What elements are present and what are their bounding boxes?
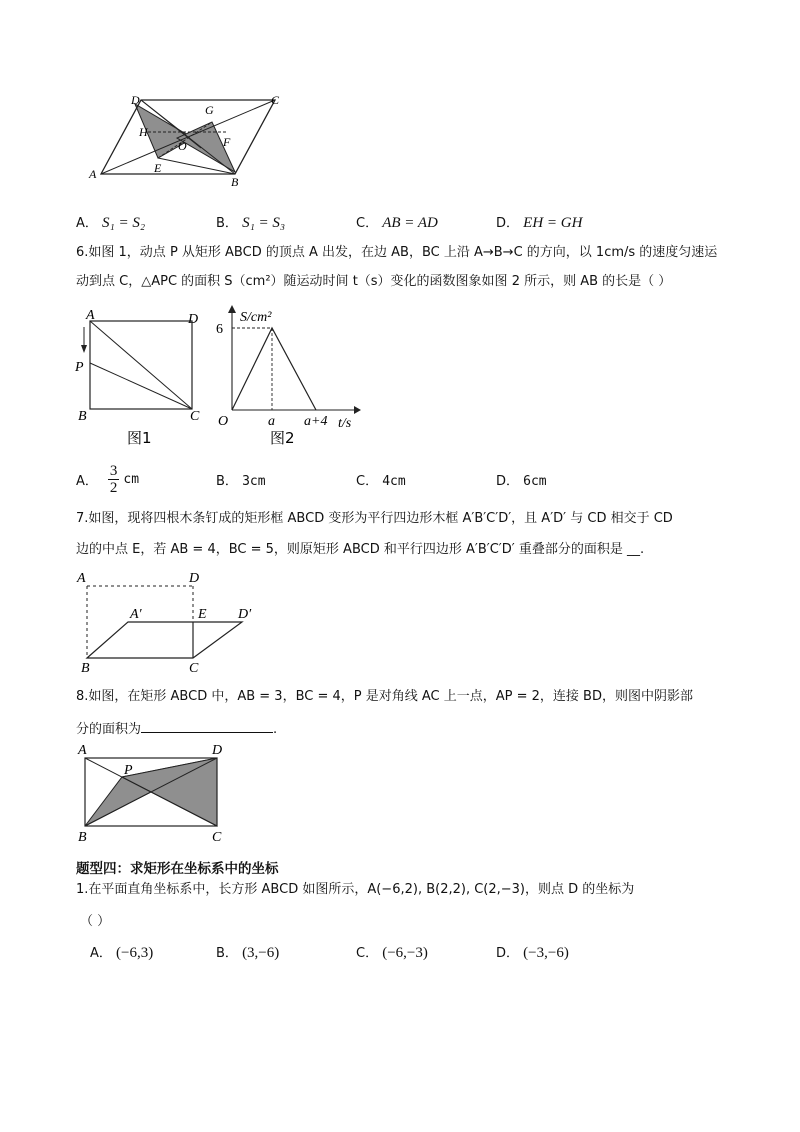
q8-label-P: P bbox=[124, 763, 133, 778]
q7-label-E: E bbox=[198, 607, 207, 622]
s4-option-a-text: (−6,3) bbox=[116, 945, 154, 961]
q5-option-b-text: S₁ = S₃ bbox=[242, 215, 286, 231]
q6-option-a bbox=[76, 460, 139, 498]
label-D: D bbox=[131, 93, 140, 107]
q5-option-c-letter: C． bbox=[356, 216, 379, 231]
q7-label-D-prime: D′ bbox=[238, 607, 252, 622]
fig2-origin-label: O bbox=[218, 414, 229, 429]
s4-option-d-letter: D． bbox=[496, 946, 520, 961]
fraction-denominator: 2 bbox=[109, 479, 118, 496]
q7-label-A: A bbox=[77, 571, 86, 586]
s4-option-c-text: (−6,−3) bbox=[382, 945, 428, 961]
fig1-label-B: B bbox=[78, 409, 87, 424]
q6-option-a-letter: A． bbox=[76, 473, 98, 489]
fig1-caption: 图1 bbox=[127, 429, 152, 447]
q7-label-D: D bbox=[189, 571, 200, 586]
fig2-xaxis-label: t/s bbox=[338, 416, 352, 431]
s4-q1-line2: （ ） bbox=[80, 914, 111, 929]
q5-option-d-letter: D． bbox=[496, 216, 520, 231]
q7-label-C: C bbox=[189, 661, 199, 676]
s4-option-a bbox=[90, 942, 153, 962]
q5-option-b-letter: B． bbox=[216, 216, 238, 231]
label-B: B bbox=[231, 175, 239, 189]
q5-option-a bbox=[76, 212, 145, 232]
q8-answer-blank bbox=[141, 718, 273, 733]
q8-label-A: A bbox=[78, 743, 87, 758]
s4-q1-line1: 1.在平面直角坐标系中，长方形 ABCD 如图所示，A(−6,2), B(2,2), C(2,−3)，则点 D 的坐标为 bbox=[76, 882, 635, 897]
q8-line2-suffix: . bbox=[273, 722, 278, 737]
q7-label-B: B bbox=[81, 661, 90, 676]
s4-option-d bbox=[496, 942, 569, 962]
q6-option-c bbox=[356, 470, 406, 489]
q6-figure-2 bbox=[212, 303, 362, 450]
section-heading: 题型四：求矩形在坐标系中的坐标 bbox=[76, 861, 279, 877]
fraction bbox=[108, 463, 120, 496]
q8-figure bbox=[72, 740, 232, 848]
q6-option-a-unit: cm bbox=[123, 471, 140, 487]
q5-option-c bbox=[356, 212, 438, 232]
q6-option-d-letter: D． bbox=[496, 474, 520, 489]
s4-option-a-letter: A． bbox=[90, 946, 112, 961]
q7-line2: 边的中点 E，若 AB = 4，BC = 5，则原矩形 ABCD 和平行四边形 A′B′C′D′ 重叠部分的面积是 __. bbox=[76, 542, 645, 557]
fig1-label-P: P bbox=[75, 360, 84, 375]
q5-option-a-text: S₁ = S₂ bbox=[102, 215, 146, 231]
q5-option-d bbox=[496, 212, 582, 232]
q6-option-b bbox=[216, 470, 266, 489]
fraction-numerator: 3 bbox=[109, 462, 118, 479]
q6-option-d-text: 6cm bbox=[523, 474, 547, 489]
q8-label-D: D bbox=[212, 743, 223, 758]
q5-option-c-text: AB = AD bbox=[382, 215, 438, 231]
fig2-xtick-a4: a+4 bbox=[304, 414, 328, 429]
s4-option-b-text: (3,−6) bbox=[242, 945, 280, 961]
q6-option-c-text: 4cm bbox=[382, 474, 406, 489]
q7-line1: 7.如图，现将四根木条钉成的矩形框 ABCD 变形为平行四边形木框 A′B′C′D′，且 A′D′ 与 CD 相交于 CD bbox=[76, 511, 673, 526]
fig2-ytick-6: 6 bbox=[216, 322, 223, 337]
q6-option-b-text: 3cm bbox=[242, 474, 266, 489]
fig1-label-D: D bbox=[188, 312, 199, 327]
q8-line2 bbox=[76, 718, 277, 739]
s4-option-c-letter: C． bbox=[356, 946, 379, 961]
label-G: G bbox=[205, 103, 214, 117]
q5-option-b bbox=[216, 212, 285, 232]
q8-line1: 8.如图，在矩形 ABCD 中，AB = 3，BC = 4，P 是对角线 AC 上一点，AP = 2，连接 BD，则图中阴影部 bbox=[76, 689, 693, 704]
q8-label-B: B bbox=[78, 830, 87, 845]
fig1-label-A: A bbox=[86, 308, 95, 323]
q6-option-d bbox=[496, 470, 547, 489]
fig2-yaxis-label: S/cm² bbox=[240, 310, 272, 325]
q5-option-a-letter: A． bbox=[76, 216, 98, 231]
q6-line1: 6.如图 1，动点 P 从矩形 ABCD 的顶点 A 出发，在边 AB，BC 上沿 A→B→C 的方向，以 1cm/s 的速度匀速运 bbox=[76, 245, 718, 260]
s4-option-d-text: (−3,−6) bbox=[523, 945, 569, 961]
label-A: A bbox=[89, 167, 97, 181]
q8-line2-prefix: 分的面积为 bbox=[76, 722, 142, 737]
label-E: E bbox=[154, 161, 162, 175]
q7-figure bbox=[72, 568, 262, 676]
parallelogram-figure bbox=[85, 92, 295, 192]
s4-option-b-letter: B． bbox=[216, 946, 238, 961]
fig2-caption: 图2 bbox=[270, 429, 295, 447]
s4-option-c bbox=[356, 942, 428, 962]
q7-label-A-prime: A′ bbox=[130, 607, 142, 622]
q6-figure-1 bbox=[72, 305, 212, 450]
label-C: C bbox=[271, 93, 280, 107]
label-H: H bbox=[139, 125, 148, 139]
q8-label-C: C bbox=[212, 830, 222, 845]
fig2-xtick-a: a bbox=[268, 414, 275, 429]
q6-option-c-letter: C． bbox=[356, 474, 379, 489]
q6-line2: 动到点 C，△APC 的面积 S（cm²）随运动时间 t（s）变化的函数图象如图 2 所示，则 AB 的长是（ ） bbox=[76, 274, 672, 289]
q5-option-d-text: EH = GH bbox=[523, 215, 583, 231]
s4-option-b bbox=[216, 942, 279, 962]
q6-option-b-letter: B． bbox=[216, 474, 238, 489]
label-O: O bbox=[178, 139, 187, 153]
fig1-label-C: C bbox=[190, 409, 200, 424]
label-F: F bbox=[223, 135, 231, 149]
